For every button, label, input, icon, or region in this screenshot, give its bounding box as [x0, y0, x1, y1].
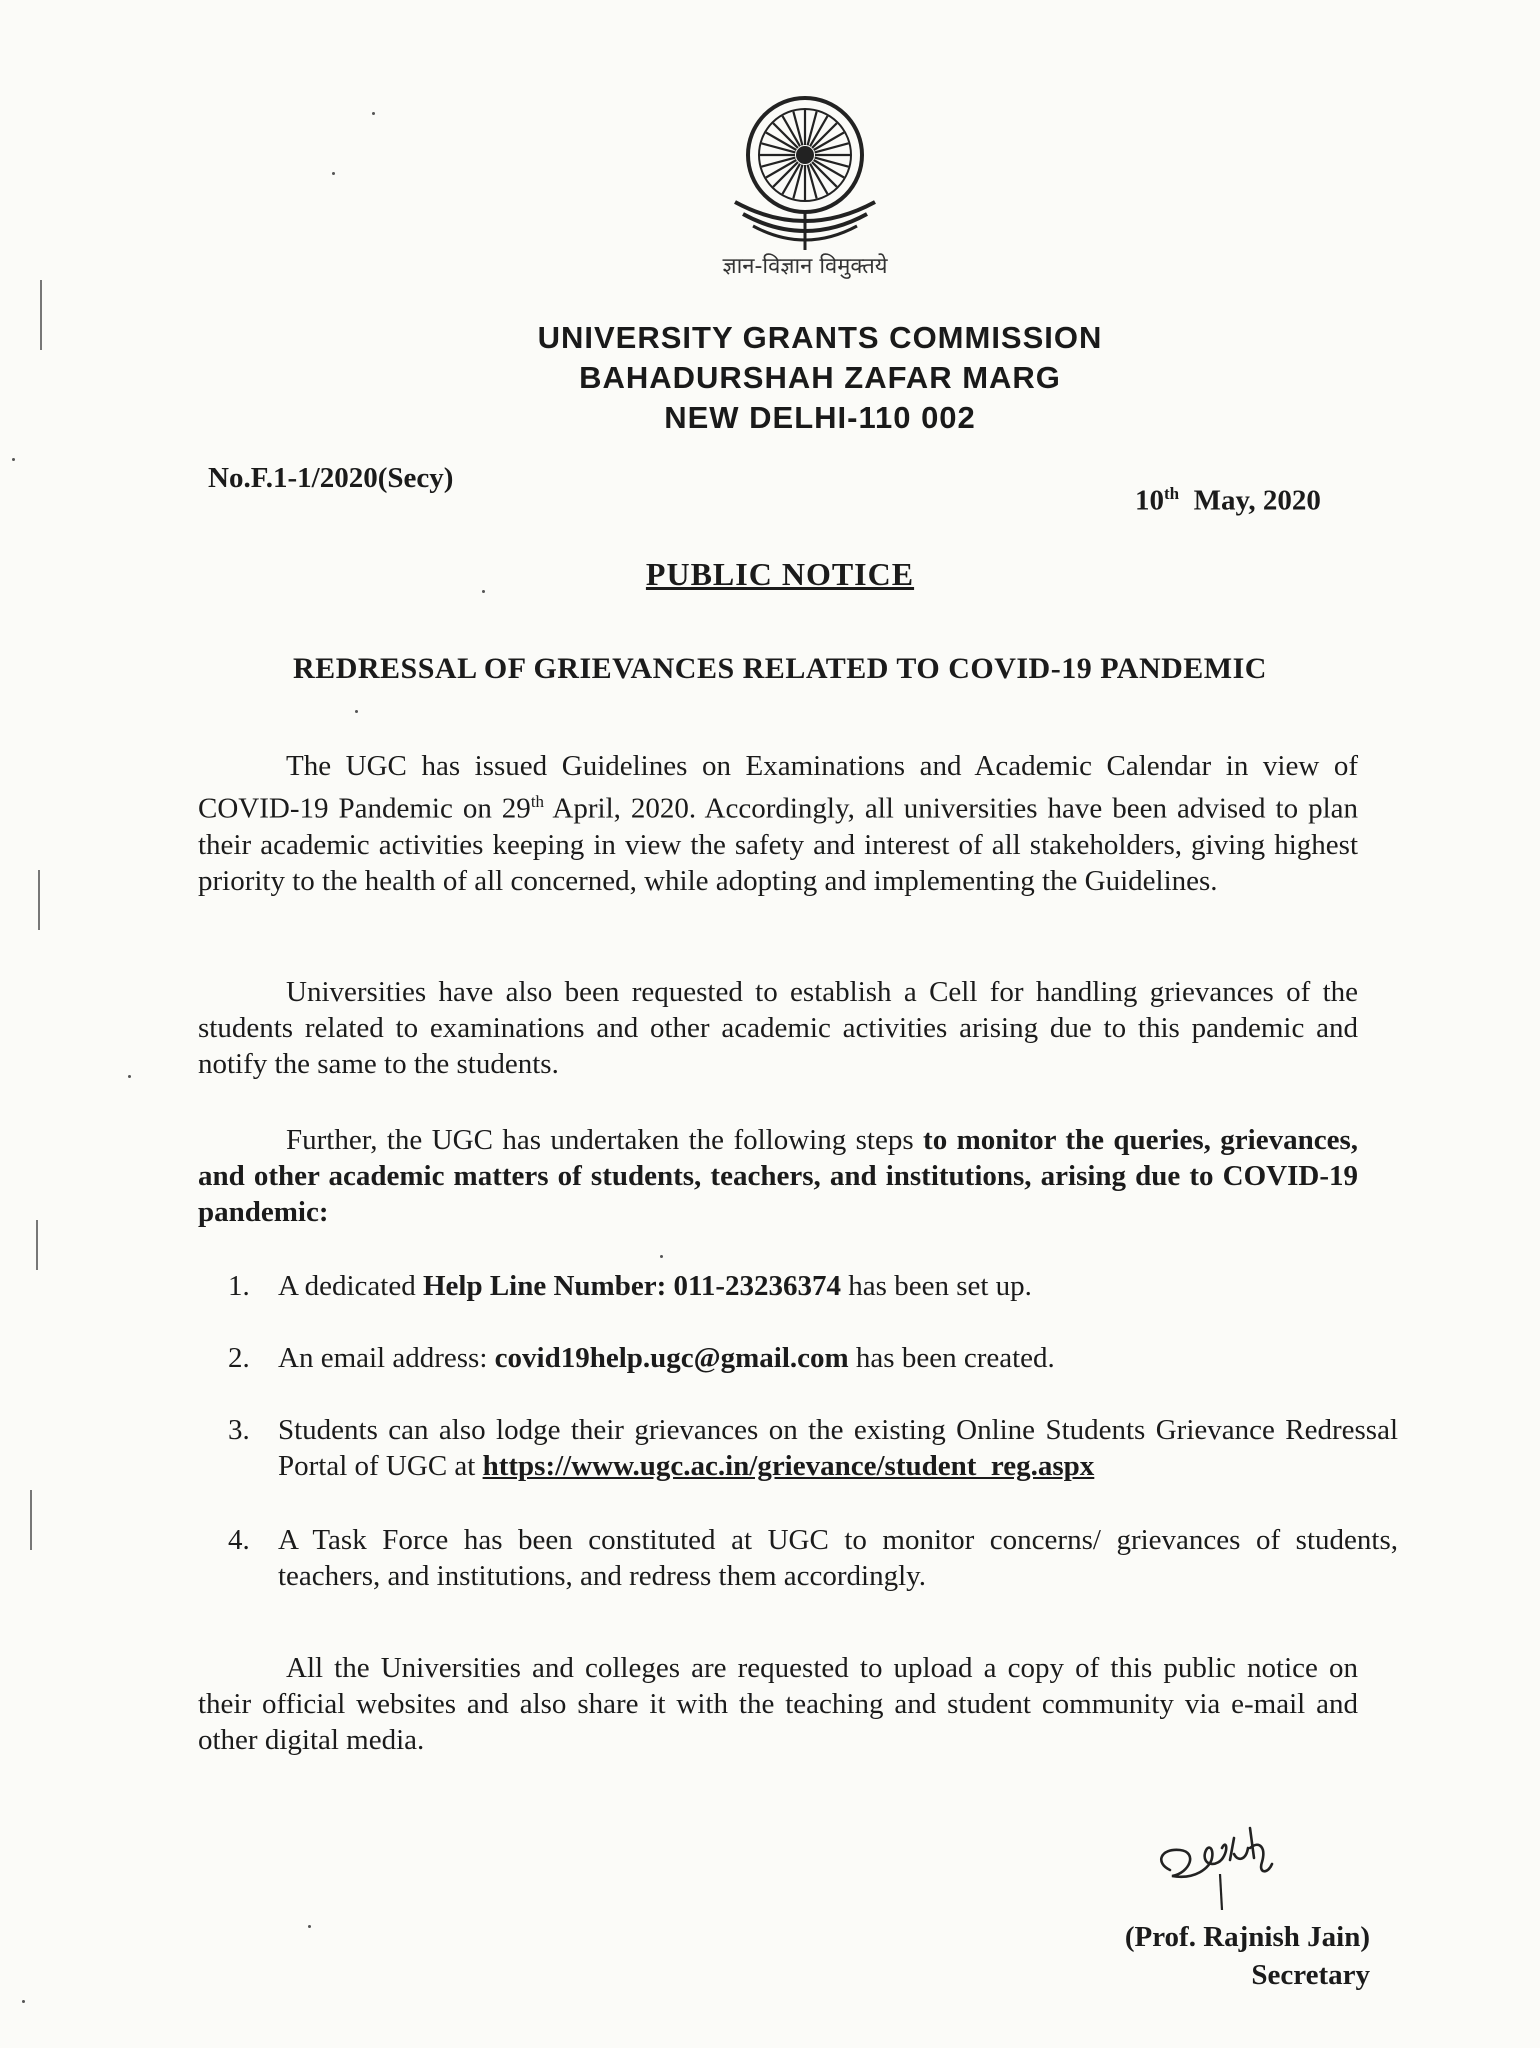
reference-number: No.F.1-1/2020(Secy) [208, 462, 454, 494]
notice-date [1135, 484, 1321, 518]
scan-edge-mark [36, 1220, 38, 1270]
list-text-pre: Students can also lodge their grievances on the existing Online Students Grievance Redressal Portal of UGC at [278, 1414, 1398, 1482]
para3-plain: Further, the UGC has undertaken the following steps [286, 1124, 924, 1156]
scan-speck [332, 172, 335, 175]
scan-edge-mark [30, 1490, 32, 1550]
date-day: 10 [1135, 484, 1164, 517]
emblem-spoke [808, 112, 817, 146]
list-text-post: has been set up. [841, 1270, 1032, 1302]
scan-speck [355, 710, 358, 713]
list-text-pre: A Task Force has been constituted at UGC to monitor concerns/ grievances of students, teachers, and institutions, and redress them accordingly. [278, 1524, 1398, 1592]
list-number: 3. [228, 1414, 250, 1446]
list-text-pre: An email address: [278, 1342, 495, 1374]
emblem-spoke [808, 165, 817, 199]
ugc-emblem-logo [715, 90, 895, 260]
paragraph-grievance-cell [198, 974, 1358, 1082]
scan-speck [22, 2000, 25, 2003]
date-rest: May, 2020 [1193, 484, 1321, 517]
list-item-helpline [228, 1268, 1398, 1304]
signatory-title: Secretary [1251, 1959, 1370, 1991]
helpline-number: Help Line Number: 011-23236374 [422, 1270, 842, 1302]
notice-subject: REDRESSAL OF GRIEVANCES RELATED TO COVID-19 PANDEMIC [293, 652, 1267, 685]
organization-address-block [470, 318, 1170, 438]
list-item-task-force [228, 1522, 1398, 1594]
scan-edge-mark [40, 280, 42, 350]
org-city: NEW DELHI-110 002 [664, 400, 976, 435]
paragraph-steps-intro [198, 1122, 1358, 1230]
scan-speck [372, 112, 375, 115]
list-text-post: has been created. [848, 1342, 1055, 1374]
scan-edge-mark [38, 870, 40, 930]
emblem-spoke [815, 158, 849, 167]
date-suffix: th [1164, 484, 1180, 503]
para2-text: Universities have also been requested to establish a Cell for handling grievances of the students related to examinations and other academic activities arising due to this pandemic and notify the same to the students. [198, 976, 1358, 1080]
emblem-spoke [815, 143, 849, 152]
para1-text-a: The UGC has issued Guidelines on Examinations and Academic Calendar in view of COVID-19 Pandemic on 29 [198, 750, 1358, 825]
list-number: 1. [228, 1270, 250, 1302]
paragraph-upload-request [198, 1650, 1358, 1758]
para3-bold: to monitor the queries, grievances, and other academic matters of students, teachers, and institutions, arising due to COVID-19 pandemic: [198, 1124, 1358, 1228]
handwritten-signature [1150, 1818, 1300, 1928]
org-street: BAHADURSHAH ZAFAR MARG [579, 360, 1061, 395]
org-name: UNIVERSITY GRANTS COMMISSION [537, 320, 1103, 355]
signatory-block [1110, 1918, 1370, 1994]
para1-text-b: April, 2020. Accordingly, all universities have been advised to plan their academic activities keeping in view the safety and interest of all stakeholders, giving highest priority to the health of all concerned, while adopting and implementing the Guidelines. [198, 792, 1358, 897]
list-number: 4. [228, 1524, 250, 1556]
list-number: 2. [228, 1342, 250, 1374]
list-text-pre: A dedicated [278, 1270, 423, 1302]
scan-speck [128, 1075, 131, 1078]
scan-speck [12, 458, 15, 461]
scan-speck [660, 1255, 663, 1258]
emblem-spoke [762, 143, 796, 152]
signatory-name: (Prof. Rajnish Jain) [1124, 1921, 1370, 1953]
emblem-spoke [762, 158, 796, 167]
scan-speck [308, 1925, 311, 1928]
notice-title: PUBLIC NOTICE [645, 556, 915, 592]
list-item-email [228, 1340, 1398, 1376]
para1-sup: th [530, 792, 545, 811]
list-item-portal [228, 1412, 1398, 1484]
email-address[interactable]: covid19help.ugc@gmail.com [494, 1342, 849, 1374]
emblem-spoke [793, 112, 802, 146]
para4-text: All the Universities and colleges are requested to upload a copy of this public notice on their official websites and also share it with the teaching and student community via e-mail and other digital media. [198, 1652, 1358, 1756]
emblem-spoke [793, 165, 802, 199]
motto-text: ज्ञान-विज्ञान विमुक्तये [722, 254, 888, 279]
paragraph-guidelines [198, 748, 1358, 899]
logo-motto [680, 250, 930, 280]
grievance-portal-link[interactable]: https://www.ugc.ac.in/grievance/student_reg.aspx [482, 1450, 1095, 1482]
